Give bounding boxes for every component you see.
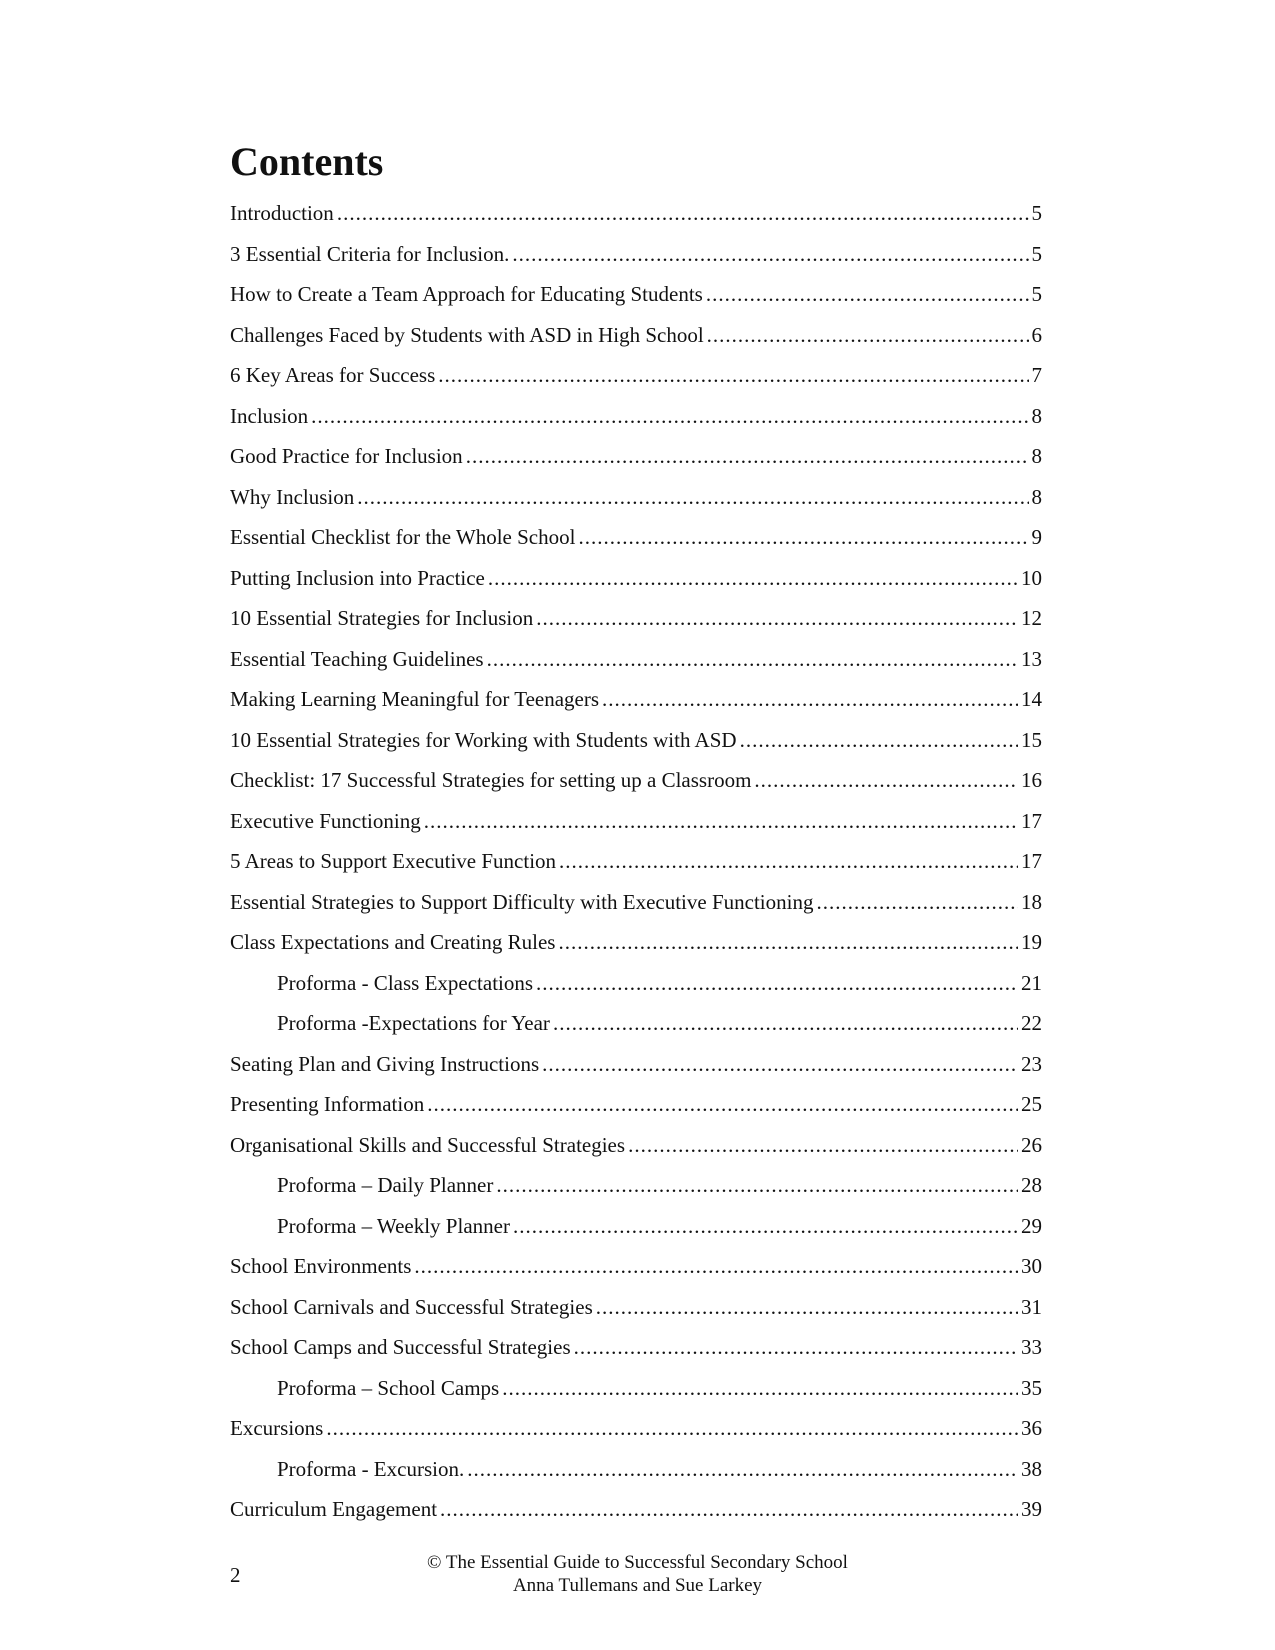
dot-leader xyxy=(542,1044,1018,1085)
toc-entry[interactable] xyxy=(230,355,1042,396)
toc-entry-label: Why Inclusion xyxy=(230,484,355,509)
dot-leader xyxy=(502,1368,1018,1409)
toc-entry-label: Inclusion xyxy=(230,403,309,428)
toc-entry-label: Making Learning Meaningful for Teenagers xyxy=(230,687,600,711)
toc-entry-label: Putting Inclusion into Practice xyxy=(230,565,485,590)
page-title: Contents xyxy=(230,139,384,184)
toc-entry-page: 5 xyxy=(1031,241,1042,266)
dot-leader xyxy=(816,882,1018,923)
dot-leader xyxy=(574,1327,1018,1368)
toc-entry-label: 6 Key Areas for Success xyxy=(230,363,436,387)
dot-leader xyxy=(536,963,1018,1004)
toc-entry[interactable] xyxy=(230,234,1042,275)
footer-copyright: © The Essential Guide to Successful Secondary School xyxy=(427,1552,848,1573)
toc-entry-page: 17 xyxy=(1021,849,1042,873)
toc-entry[interactable] xyxy=(230,760,1042,801)
dot-leader xyxy=(357,477,1028,518)
toc-entry-page: 21 xyxy=(1021,970,1042,995)
toc-entry[interactable] xyxy=(230,1003,1042,1044)
toc-entry-label: 10 Essential Strategies for Working with Students with ASD xyxy=(230,727,737,752)
dot-leader xyxy=(740,720,1018,761)
toc-entry[interactable] xyxy=(230,315,1042,356)
toc-entry[interactable] xyxy=(230,1206,1042,1247)
toc-entry[interactable] xyxy=(230,922,1042,963)
toc-entry-label: Proforma – Daily Planner xyxy=(277,1173,494,1197)
toc-entry-page: 19 xyxy=(1021,930,1042,954)
toc-entry-label: Challenges Faced by Students with ASD in High School xyxy=(230,322,704,347)
toc-entry-page: 6 xyxy=(1031,322,1042,347)
toc-entry-label: Organisational Skills and Successful Strategies xyxy=(230,1132,626,1157)
toc-entry-label: Excursions xyxy=(230,1416,324,1440)
toc-entry-label: Presenting Information xyxy=(230,1092,425,1116)
toc-entry-page: 9 xyxy=(1031,525,1042,549)
dot-leader xyxy=(707,315,1029,356)
toc-entry[interactable] xyxy=(230,1368,1042,1409)
toc-entry-page: 25 xyxy=(1021,1092,1042,1116)
toc-entry-page: 7 xyxy=(1031,363,1042,387)
dot-leader xyxy=(440,1489,1018,1530)
toc-entry-page: 39 xyxy=(1021,1497,1042,1521)
toc-entry-page: 8 xyxy=(1031,403,1042,428)
toc-entry[interactable] xyxy=(230,882,1042,923)
toc-entry[interactable] xyxy=(230,598,1042,639)
toc-entry[interactable] xyxy=(230,558,1042,599)
toc-entry[interactable] xyxy=(230,1489,1042,1530)
footer-authors: Anna Tullemans and Sue Larkey xyxy=(512,1575,763,1596)
dot-leader xyxy=(628,1125,1018,1166)
dot-leader xyxy=(578,517,1028,558)
dot-leader xyxy=(427,1084,1018,1125)
toc-entry-page: 38 xyxy=(1021,1456,1042,1481)
toc-entry-label: Checklist: 17 Successful Strategies for setting up a Classroom xyxy=(230,768,752,792)
toc-entry[interactable] xyxy=(230,1084,1042,1125)
dot-leader xyxy=(536,598,1018,639)
toc-entry-label: Proforma - Excursion. xyxy=(277,1456,465,1481)
toc-entry-page: 15 xyxy=(1021,727,1042,752)
toc-entry[interactable] xyxy=(230,963,1042,1004)
toc-entry[interactable] xyxy=(230,274,1042,315)
toc-entry-page: 33 xyxy=(1021,1335,1042,1359)
dot-leader xyxy=(466,436,1029,477)
toc-entry-label: 10 Essential Strategies for Inclusion xyxy=(230,606,534,630)
toc-entry[interactable] xyxy=(230,1449,1042,1490)
toc-entry-page: 18 xyxy=(1021,889,1042,914)
toc-entry-page: 8 xyxy=(1031,484,1042,509)
toc-entry-label: 3 Essential Criteria for Inclusion. xyxy=(230,241,510,266)
toc-entry[interactable] xyxy=(230,517,1042,558)
toc-entry[interactable] xyxy=(230,720,1042,761)
toc-entry-page: 23 xyxy=(1021,1051,1042,1076)
toc-entry[interactable] xyxy=(230,436,1042,477)
toc-entry[interactable] xyxy=(230,396,1042,437)
toc-entry-page: 31 xyxy=(1021,1294,1042,1319)
toc-entry-label: Proforma - Class Expectations xyxy=(277,970,534,995)
toc-entry-label: Proforma -Expectations for Year xyxy=(277,1011,550,1035)
toc-entry-page: 29 xyxy=(1021,1213,1042,1238)
dot-leader xyxy=(467,1449,1018,1490)
toc-entry-label: School Carnivals and Successful Strategies xyxy=(230,1294,593,1319)
toc-entry-label: How to Create a Team Approach for Educating Students xyxy=(230,282,703,306)
toc-entry[interactable] xyxy=(230,1408,1042,1449)
footer xyxy=(400,1551,875,1597)
toc-entry-label: Good Practice for Inclusion xyxy=(230,444,463,468)
toc-entry-page: 36 xyxy=(1021,1416,1042,1440)
toc-entry-label: Essential Teaching Guidelines xyxy=(230,646,484,671)
toc-entry-page: 5 xyxy=(1031,282,1042,306)
dot-leader xyxy=(438,355,1028,396)
toc-entry-page: 5 xyxy=(1031,201,1042,225)
toc-entry-page: 22 xyxy=(1021,1011,1042,1035)
toc-entry-label: Essential Checklist for the Whole School xyxy=(230,525,576,549)
dot-leader xyxy=(414,1246,1018,1287)
toc-entry-page: 35 xyxy=(1021,1375,1042,1400)
toc-entry-label: Essential Strategies to Support Difficulty with Executive Functioning xyxy=(230,889,814,914)
dot-leader xyxy=(337,193,1029,234)
dot-leader xyxy=(706,274,1029,315)
dot-leader xyxy=(311,396,1028,437)
toc-entry-label: Executive Functioning xyxy=(230,808,421,833)
dot-leader xyxy=(602,679,1018,720)
toc-entry[interactable] xyxy=(230,193,1042,234)
toc-entry-page: 10 xyxy=(1021,565,1042,590)
toc-entry[interactable] xyxy=(230,1246,1042,1287)
dot-leader xyxy=(512,234,1028,275)
dot-leader xyxy=(326,1408,1018,1449)
dot-leader xyxy=(559,841,1018,882)
dot-leader xyxy=(424,801,1018,842)
toc-entry[interactable] xyxy=(230,1287,1042,1328)
toc-entry[interactable] xyxy=(230,1125,1042,1166)
toc-entry-label: 5 Areas to Support Executive Function xyxy=(230,849,557,873)
dot-leader xyxy=(513,1206,1018,1247)
dot-leader xyxy=(488,558,1018,599)
toc-entry-label: Curriculum Engagement xyxy=(230,1497,438,1521)
toc-entry-page: 26 xyxy=(1021,1132,1042,1157)
toc-entry-label: Introduction xyxy=(230,201,334,225)
toc-entry[interactable] xyxy=(230,1165,1042,1206)
dot-leader xyxy=(487,639,1018,680)
dot-leader xyxy=(553,1003,1018,1044)
toc-entry[interactable] xyxy=(230,841,1042,882)
toc-entry-label: Proforma – School Camps xyxy=(277,1375,500,1400)
toc-entry-page: 30 xyxy=(1021,1254,1042,1278)
toc-entry-page: 17 xyxy=(1021,808,1042,833)
toc-entry-page: 28 xyxy=(1021,1173,1042,1197)
toc-entry[interactable] xyxy=(230,801,1042,842)
page-number: 2 xyxy=(230,1563,241,1587)
toc-entry[interactable] xyxy=(230,477,1042,518)
toc-entry[interactable] xyxy=(230,1044,1042,1085)
toc-entry-label: School Environments xyxy=(230,1254,412,1278)
dot-leader xyxy=(596,1287,1018,1328)
toc-entry-page: 13 xyxy=(1021,646,1042,671)
toc-entry-label: Class Expectations and Creating Rules xyxy=(230,930,556,954)
toc-entry-label: Proforma – Weekly Planner xyxy=(277,1213,510,1238)
toc-entry-page: 16 xyxy=(1021,768,1042,792)
toc-entry[interactable] xyxy=(230,1327,1042,1368)
toc-entry[interactable] xyxy=(230,679,1042,720)
dot-leader xyxy=(558,922,1018,963)
dot-leader xyxy=(496,1165,1018,1206)
toc-entry-page: 8 xyxy=(1031,444,1042,468)
table-of-contents xyxy=(230,193,1042,1530)
dot-leader xyxy=(754,760,1018,801)
toc-entry-label: School Camps and Successful Strategies xyxy=(230,1335,571,1359)
toc-entry-page: 12 xyxy=(1021,606,1042,630)
toc-entry-label: Seating Plan and Giving Instructions xyxy=(230,1051,540,1076)
toc-entry-page: 14 xyxy=(1021,687,1042,711)
toc-entry[interactable] xyxy=(230,639,1042,680)
